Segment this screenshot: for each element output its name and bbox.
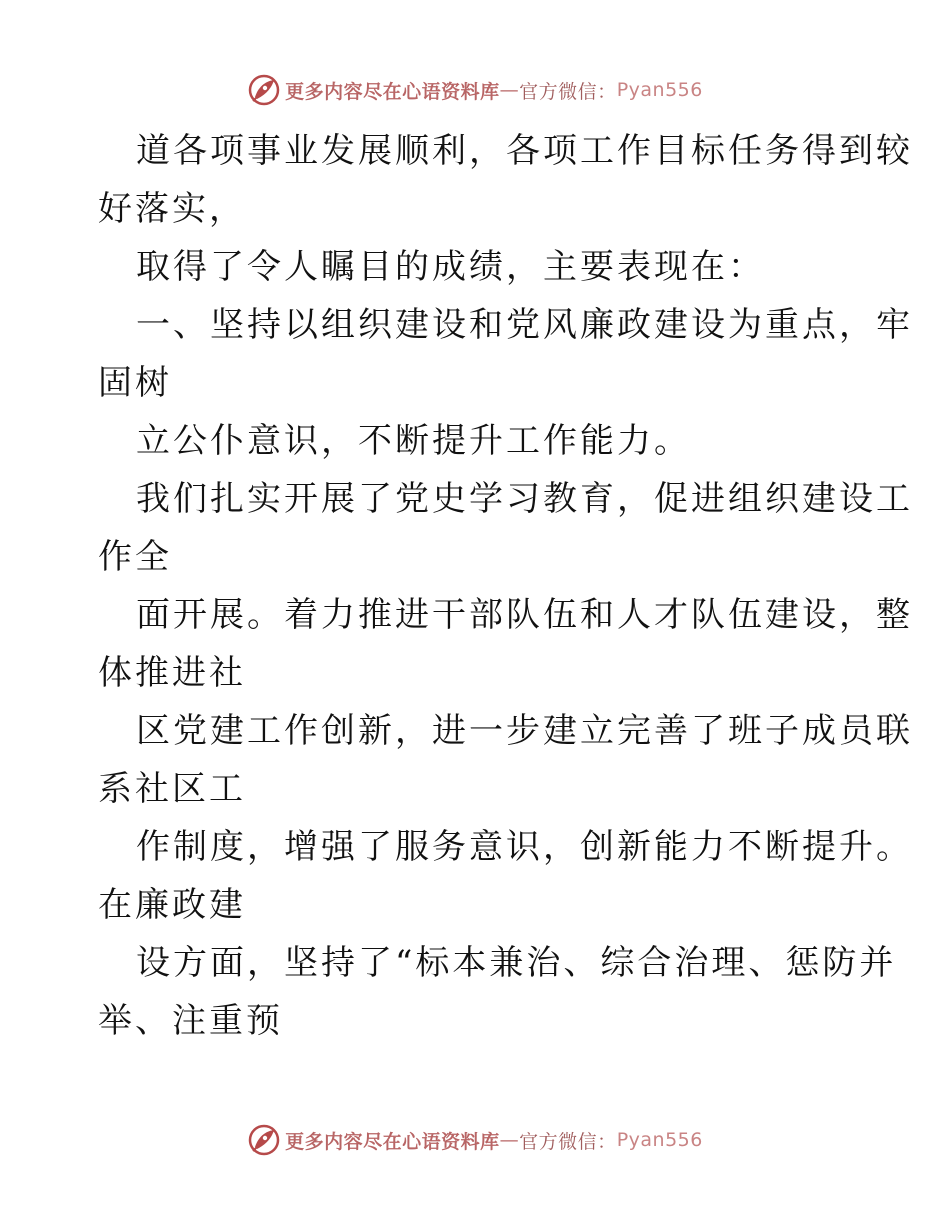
header-watermark-banner [0, 70, 950, 110]
text-line: 体推进社 [98, 653, 246, 693]
text-line: 系社区工 [98, 769, 246, 809]
pen-nib-logo-icon [247, 73, 281, 107]
pen-nib-logo-icon [247, 1123, 281, 1157]
text-line: 面开展。着力推进干部队伍和人才队伍建设，整 [136, 595, 913, 635]
footer-brand-text: 更多内容尽在心语资料库 [285, 1130, 500, 1153]
footer-official-label: 官方微信： [519, 1130, 617, 1153]
text-line: 一、坚持以组织建设和党风廉政建设为重点，牢 [136, 305, 913, 345]
header-dash: — [499, 79, 520, 101]
text-line: 取得了令人瞩目的成绩，主要表现在： [136, 247, 765, 287]
footer-watermark-banner [0, 1120, 950, 1160]
text-line: 设方面，坚持了“标本兼治、综合治理、惩防并 [136, 943, 897, 983]
footer-wechat-id: Pyan556 [616, 1129, 703, 1151]
text-line: 好落实， [98, 189, 246, 229]
header-wechat-id: Pyan556 [616, 79, 703, 101]
text-line: 道各项事业发展顺利，各项工作目标任务得到较 [136, 131, 913, 171]
footer-dash: — [499, 1129, 520, 1151]
text-line: 举、注重预 [98, 1001, 283, 1041]
text-line: 我们扎实开展了党史学习教育，促进组织建设工 [136, 479, 913, 519]
text-line: 区党建工作创新，进一步建立完善了班子成员联 [136, 711, 913, 751]
text-line: 立公仆意识，不断提升工作能力。 [136, 421, 691, 461]
header-brand-text: 更多内容尽在心语资料库 [285, 80, 500, 103]
text-line: 作制度，增强了服务意识，创新能力不断提升。 [136, 827, 913, 867]
text-line: 固树 [98, 363, 172, 403]
document-body [98, 122, 913, 1050]
header-official-label: 官方微信： [519, 80, 617, 103]
text-line: 在廉政建 [98, 885, 246, 925]
text-line: 作全 [98, 537, 172, 577]
